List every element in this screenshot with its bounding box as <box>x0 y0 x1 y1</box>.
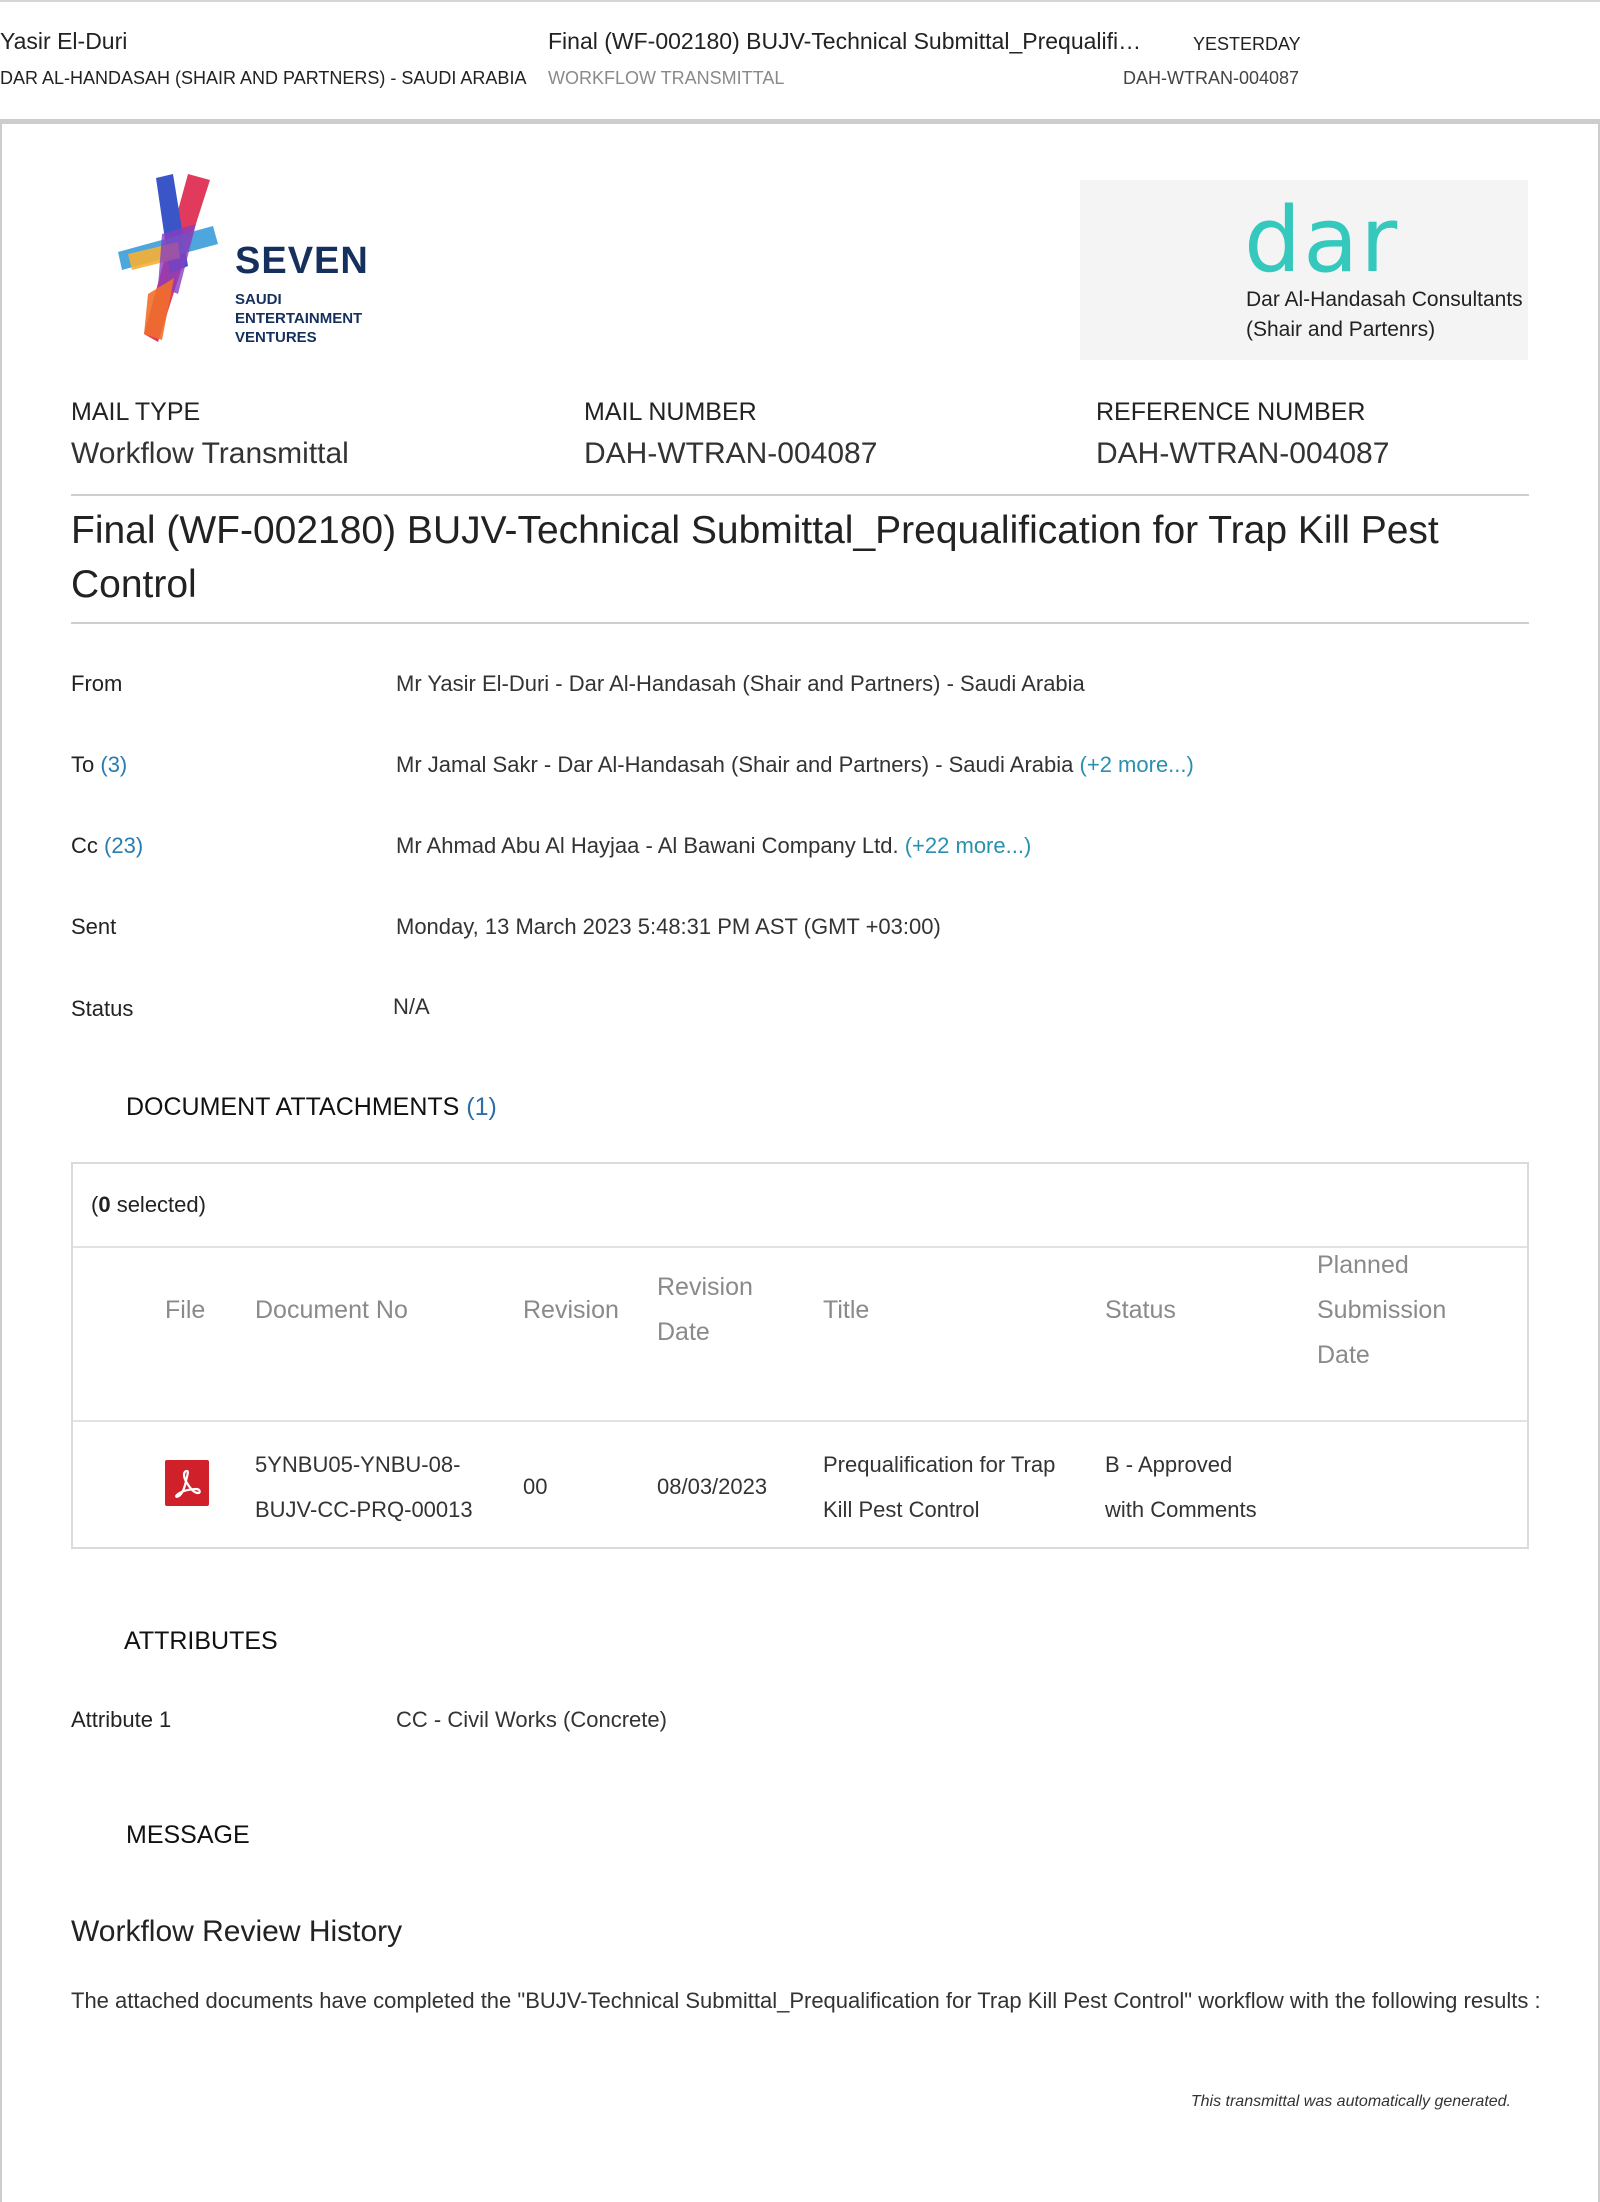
status-value: N/A <box>393 994 430 1019</box>
from-value: Mr Yasir El-Duri - Dar Al-Handasah (Shair and Partners) - Saudi Arabia <box>396 671 1085 696</box>
cell-document-no[interactable]: 5YNBU05-YNBU-08- BUJV-CC-PRQ-00013 <box>255 1452 473 1522</box>
sent-value: Monday, 13 March 2023 5:48:31 PM AST (GMT +03:00) <box>396 914 941 939</box>
message-subject: Final (WF-002180) BUJV-Technical Submittal_Prequalifi… <box>548 28 1142 54</box>
auto-generated-note: This transmittal was automatically generated. <box>1190 2093 1511 2110</box>
to-label: To (3) <box>71 752 128 777</box>
col-revision[interactable]: Revision <box>523 1296 619 1324</box>
message-date: YESTERDAY <box>1193 34 1301 54</box>
cc-label: Cc (23) <box>71 833 144 858</box>
workflow-review-history-heading: Workflow Review History <box>71 1915 403 1948</box>
divider <box>71 494 1529 496</box>
to-more-link[interactable]: (+2 more...) <box>1079 752 1194 777</box>
sender-company: DAR AL-HANDASAH (SHAIR AND PARTNERS) - SAUDI ARABIA <box>0 68 527 88</box>
col-title[interactable]: Title <box>823 1296 870 1324</box>
message-body: The attached documents have completed the "BUJV-Technical Submittal_Prequalification for Trap Kill Pest Control" workflow with the following results : <box>71 1988 1541 2013</box>
status-label: Status <box>71 996 134 1021</box>
divider <box>73 1246 1527 1248</box>
dar-logo-line2: (Shair and Partenrs) <box>1246 318 1436 341</box>
mail-type-value: Workflow Transmittal <box>71 437 349 470</box>
col-document-no[interactable]: Document No <box>255 1296 408 1324</box>
to-count-link[interactable]: (3) <box>100 752 128 777</box>
col-status[interactable]: Status <box>1105 1296 1176 1324</box>
reference-number-value: DAH-WTRAN-004087 <box>1096 437 1390 470</box>
cell-status: B - Approved with Comments <box>1105 1452 1257 1522</box>
attributes-heading: ATTRIBUTES <box>124 1627 278 1655</box>
mail-number: DAH-WTRAN-004087 <box>1123 68 1300 88</box>
cell-title: Prequalification for Trap Kill Pest Control <box>823 1452 1056 1522</box>
sender-name: Yasir El-Duri <box>0 28 128 54</box>
to-value: Mr Jamal Sakr - Dar Al-Handasah (Shair and Partners) - Saudi Arabia (+2 more...) <box>396 752 1194 777</box>
dar-logo-line1: Dar Al-Handasah Consultants <box>1246 288 1523 311</box>
col-revision-date[interactable]: Revision Date <box>657 1273 753 1346</box>
from-label: From <box>71 671 123 696</box>
cell-revision-date: 08/03/2023 <box>657 1474 768 1499</box>
seven-logo-name: SEVEN <box>235 240 369 282</box>
mail-number-value: DAH-WTRAN-004087 <box>584 437 878 470</box>
seven-logo-subtitle: SAUDI ENTERTAINMENT VENTURES <box>235 291 363 346</box>
attribute1-value: CC - Civil Works (Concrete) <box>396 1707 667 1732</box>
col-file[interactable]: File <box>165 1296 206 1324</box>
attachments-count: (1) <box>466 1093 497 1121</box>
mail-type-label: WORKFLOW TRANSMITTAL <box>548 68 785 88</box>
message-header[interactable] <box>0 2 1600 120</box>
attachments-heading: DOCUMENT ATTACHMENTS (1) <box>126 1093 497 1121</box>
col-planned-submission-date[interactable]: Planned Submission Date <box>1317 1251 1447 1369</box>
cc-value: Mr Ahmad Abu Al Hayjaa - Al Bawani Company Ltd. (+22 more...) <box>396 833 1032 858</box>
attachments-table <box>71 1162 1529 1549</box>
sent-label: Sent <box>71 914 117 939</box>
cell-revision: 00 <box>523 1474 548 1499</box>
divider <box>73 1420 1527 1422</box>
dar-logo <box>1080 180 1528 360</box>
mail-number-heading: MAIL NUMBER <box>584 398 757 426</box>
mail-type-heading: MAIL TYPE <box>71 398 201 426</box>
attribute1-label: Attribute 1 <box>71 1707 172 1732</box>
pdf-icon[interactable] <box>165 1460 209 1506</box>
reference-number-heading: REFERENCE NUMBER <box>1096 398 1366 426</box>
message-heading: MESSAGE <box>126 1821 250 1849</box>
divider <box>71 622 1529 624</box>
transmittal-title: Final (WF-002180) BUJV-Technical Submittal_Prequalification for Trap Kill Pest Control <box>71 509 1439 606</box>
selected-count: (0 selected) <box>91 1192 206 1217</box>
cc-count-link[interactable]: (23) <box>104 833 144 858</box>
cc-more-link[interactable]: (+22 more...) <box>904 833 1032 858</box>
dar-logo-name: dar <box>1244 188 1400 293</box>
